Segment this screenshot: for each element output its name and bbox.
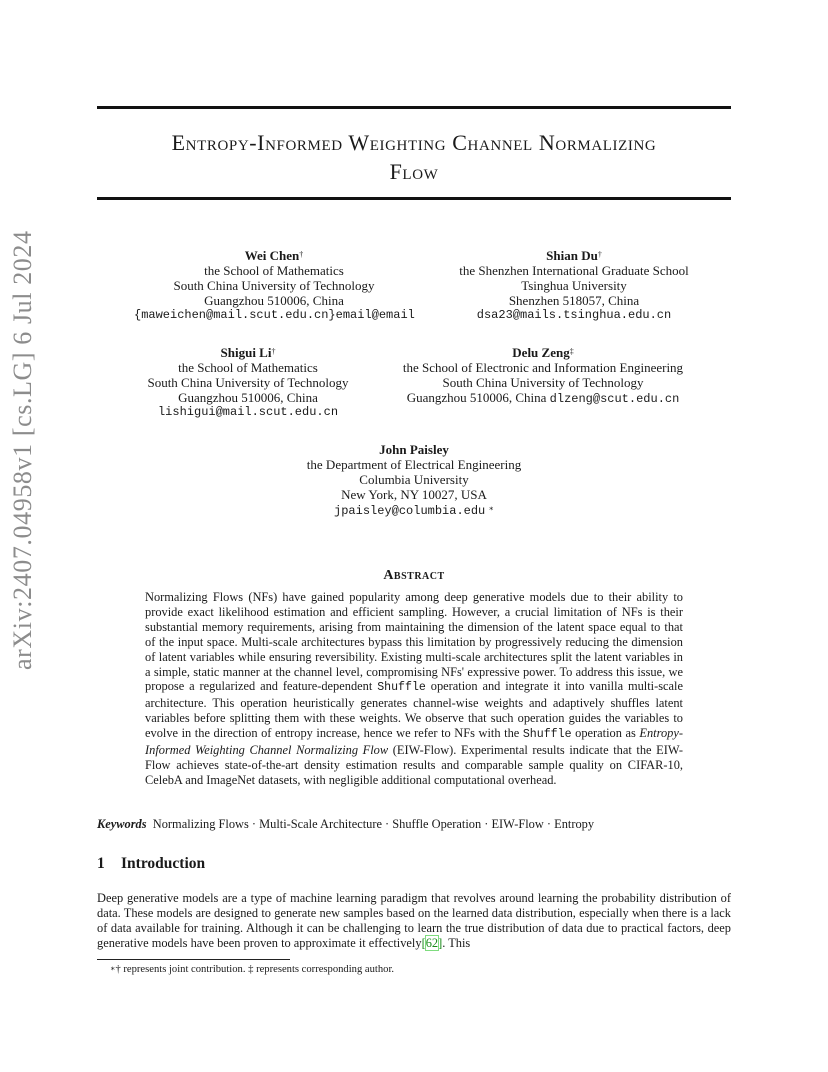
abstract-part: operation as [575,726,636,741]
keywords-line [97,817,594,832]
footnote-text: † represents joint contribution. ‡ represents corresponding author. [115,964,395,975]
affiliation-line: Guangzhou 510006, China [178,390,318,405]
intro-text: . This [442,936,471,950]
author-mark: † [271,347,276,356]
author-mark: † [299,250,304,259]
affiliation-line: Columbia University [359,472,469,487]
author-email[interactable]: {maweichen@mail.scut.edu.cn}email@email [134,308,415,322]
affiliation-line: the Department of Electrical Engineering [306,457,522,472]
title-top-rule [97,106,731,109]
author-email[interactable]: lishigui@mail.scut.edu.cn [157,405,339,419]
author-name: Wei Chen [244,248,300,263]
author-block-delu-zeng [383,345,703,407]
affiliation-line: the School of Mathematics [204,263,344,278]
author-email[interactable]: jpaisley@columbia.edu [334,504,486,518]
author-mark: ‡ [569,347,574,356]
affiliation-line: Tsinghua University [521,278,627,293]
section-heading [97,855,205,873]
author-mark: † [597,250,602,259]
abstract-part: (EIW-Flow). Experimental results indicate that the EIW-Flow achieves state-of-the-art density estimation results and comparable sample quality on CIFAR-10, CelebA and ImageNet datasets, with negligible additional computational overhead. [145,743,683,787]
title-bottom-rule [97,197,731,200]
footnote-mark: ∗ [110,964,116,973]
footnote [110,963,394,976]
author-name: John Paisley [379,442,449,457]
author-name: Shian Du [546,248,598,263]
paper-title [97,128,731,186]
section-number: 1 [97,855,105,872]
author-name: Shigui Li [220,345,272,360]
author-name: Delu Zeng [512,345,570,360]
keywords-text: Normalizing Flows · Multi-Scale Architecture · Shuffle Operation · EIW-Flow · Entropy [152,817,595,831]
affiliation-line: the School of Electronic and Information Engineering [402,360,684,375]
footnote-ref-mark: ∗ [488,504,494,513]
citation-link[interactable]: [62] [421,936,443,950]
code-shuffle: Shuffle [377,681,426,695]
affiliation-line: New York, NY 10027, USA [341,487,487,502]
affiliation-line: Guangzhou 510006, China [406,390,547,405]
author-block-wei-chen [134,248,414,323]
abstract-text [145,590,683,788]
code-shuffle: Shuffle [522,728,572,742]
author-email[interactable]: dlzeng@scut.edu.cn [549,392,680,406]
author-email[interactable]: dsa23@mails.tsinghua.edu.cn [476,308,672,322]
section-title: Introduction [121,855,206,872]
intro-paragraph [97,891,731,951]
affiliation-line: South China University of Technology [442,375,644,390]
author-block-shian-du [434,248,714,323]
affiliation-line: South China University of Technology [173,278,375,293]
citation-number[interactable]: 62 [425,936,439,950]
affiliation-line: Shenzhen 518057, China [508,293,640,308]
title-line-1: Entropy-Informed Weighting Channel Normalizing [171,130,657,155]
author-block-shigui-li [123,345,373,420]
method-name: Entropy-Informed Weighting Channel Normalizing Flow [145,726,683,758]
affiliation-line: South China University of Technology [147,375,349,390]
arxiv-stamp-text: arXiv:2407.04958v1 [cs.LG] 6 Jul 2024 [8,230,37,670]
abstract-part: Normalizing Flows (NFs) have gained popularity among deep generative models due to their ability to provide exact likelihood estimation and efficient sampling. However, a crucial limitation of NFs is their substantial memory requirements, arising from maintaining the dimension of the latent space equal to that of the input space. Multi-scale architectures bypass this limitation by progressively reducing the dimension of latent variables while ensuring reversibility. Existing multi-scale architectures split the latent variables in a simple, static manner at the channel level, compromising NFs' expressive power. To address this issue, we propose a regularized and feature-dependent [145,590,683,694]
footnote-rule [97,959,290,960]
keywords-label: Keywords [97,817,147,831]
affiliation-line: the Shenzhen International Graduate School [459,263,689,278]
abstract-part: operation and integrate it into vanilla multi-scale architecture. This operation heuristically generates channel-wise weights and adaptively shuffles latent variables before splitting them with these weights. We observe that such operation guides the variables to evolve in the direction of entropy increase, hence we refer to NFs with the [145,679,683,741]
author-block-john-paisley [254,442,574,519]
affiliation-line: the School of Mathematics [178,360,318,375]
title-line-2: Flow [389,159,439,184]
affiliation-line: Guangzhou 510006, China [204,293,344,308]
abstract-heading: Abstract [383,568,445,583]
intro-text: Deep generative models are a type of machine learning paradigm that revolves around learning the probability distribution of data. These models are designed to generate new samples based on the learned data distribution, especially when there is a lack of data available for training. Although it can be challenging to learn the true distribution of data due to practical factors, deep generative models have been proven to approximate it effectively [97,891,731,950]
